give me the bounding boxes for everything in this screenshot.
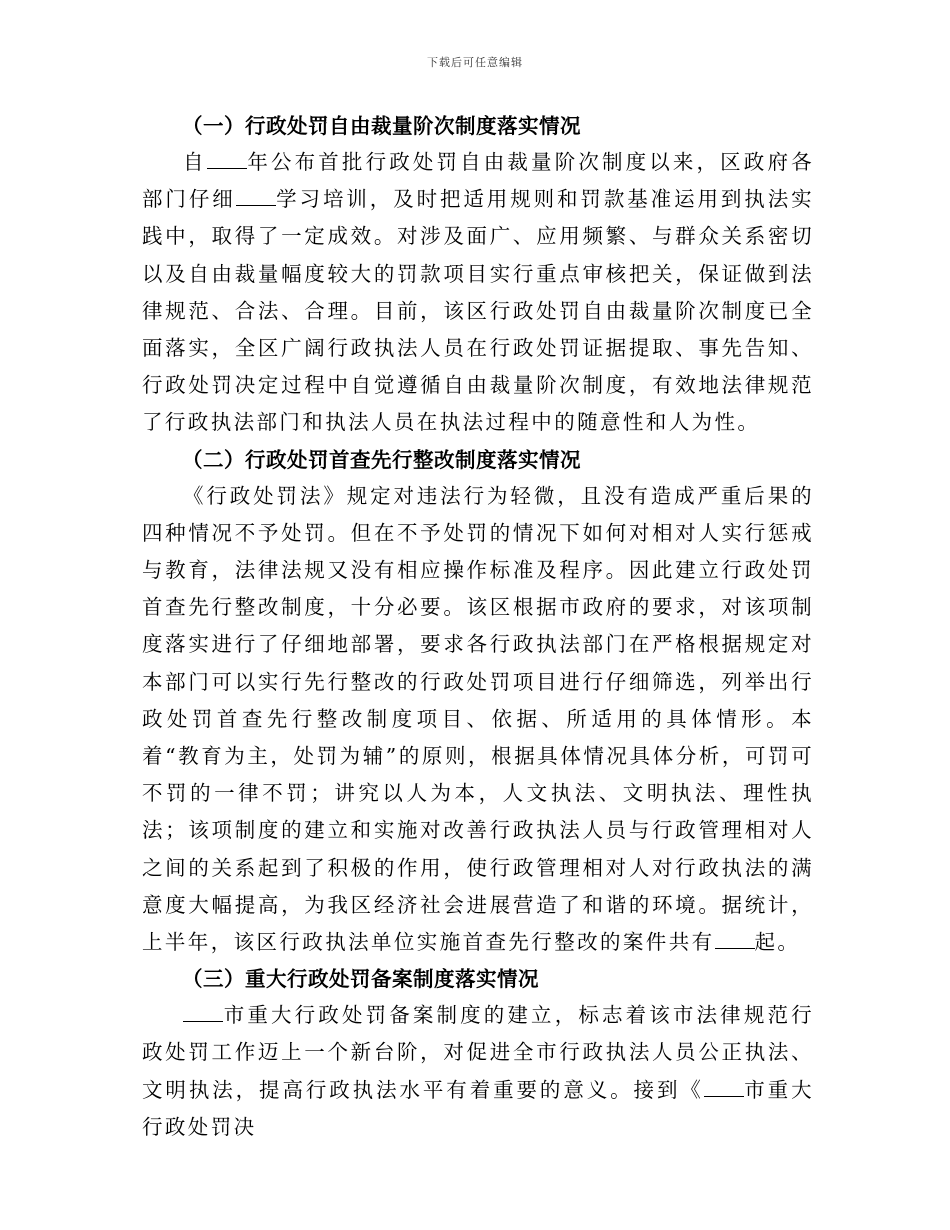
section-1-text-b: 年公布首批行政处罚自由裁量阶次制度以来，区政府各部门仔细 (142, 150, 814, 212)
section-1-heading: （一）行政处罚自由裁量阶次制度落实情况 (182, 114, 581, 138)
section-3-paragraph (142, 997, 814, 1146)
section-2-text-b: 起。 (754, 930, 801, 955)
section-3-heading: （三）重大行政处罚备案制度落实情况 (182, 967, 539, 992)
document-body (142, 108, 814, 1146)
section-1-text-c: 学习培训，及时把适用规则和罚款基准运用到执法实践中，取得了一定成效。对涉及面广、应用频繁、与群众关系密切以及自由裁量幅度较大的罚款项目实行重点审核把关，保证做到法律规范、合法、合理。目前，该区行政处罚自由裁量阶次制度已全面落实，全区广阔行政执法人员在行政处罚证据提取、事先告知、行政处罚决定过程中自觉遵循自由裁量阶次制度，有效地法律规范了行政执法部门和执法人员在执法过程中的随意性和人为性。 (142, 187, 814, 435)
section-2-text-a: 《行政处罚法》规定对违法行为轻微，且没有造成严重后果的四种情况不予处罚。但在不予处罚的情况下如何对相对人实行惩戒与教育，法律法规又没有相应操作标准及程序。因此建立行政处罚首查先行整改制度，十分必要。该区根据市政府的要求，对该项制度落实进行了仔细地部署，要求各行政执法部门在严格根据规定对本部门可以实行先行整改的行政处罚项目进行仔细筛选，列举出行政处罚首查先行整改制度项目、依据、所适用的具体情形。本着“教育为主，处罚为辅”的原则，根据具体情况具体分析，可罚可不罚的一律不罚；讲究以人为本，人文执法、文明执法、理性执法；该项制度的建立和实施对改善行政执法人员与行政管理相对人之间的关系起到了积极的作用，使行政管理相对人对行政执法的满意度大幅提高，为我区经济社会进展营造了和谐的环境。据统计，上半年，该区行政执法单位实施首查先行整改的案件共有 (142, 483, 814, 955)
blank-line (207, 152, 247, 169)
section-3-text-a: 市重大行政处罚备案制度的建立，标志着该市法律规范行政处罚工作迈上一个新台阶，对促进全市行政执法人员公正执法、文明执法，提高行政执法水平有着重要的意义。接到《 (142, 1003, 814, 1102)
section-3-text-b: 市重大行政处罚决 (142, 1077, 814, 1139)
blank-line (183, 1005, 223, 1022)
header-note: 下载后可任意编辑 (427, 56, 523, 69)
section-2-paragraph (142, 478, 814, 962)
blank-line (704, 1080, 744, 1097)
section-1-paragraph (142, 144, 814, 442)
blank-line (715, 932, 755, 949)
section-2-heading: （二）行政处罚首查先行整改制度落实情况 (182, 447, 581, 472)
blank-line (236, 189, 276, 206)
section-1-text-a: 自 (183, 150, 207, 174)
